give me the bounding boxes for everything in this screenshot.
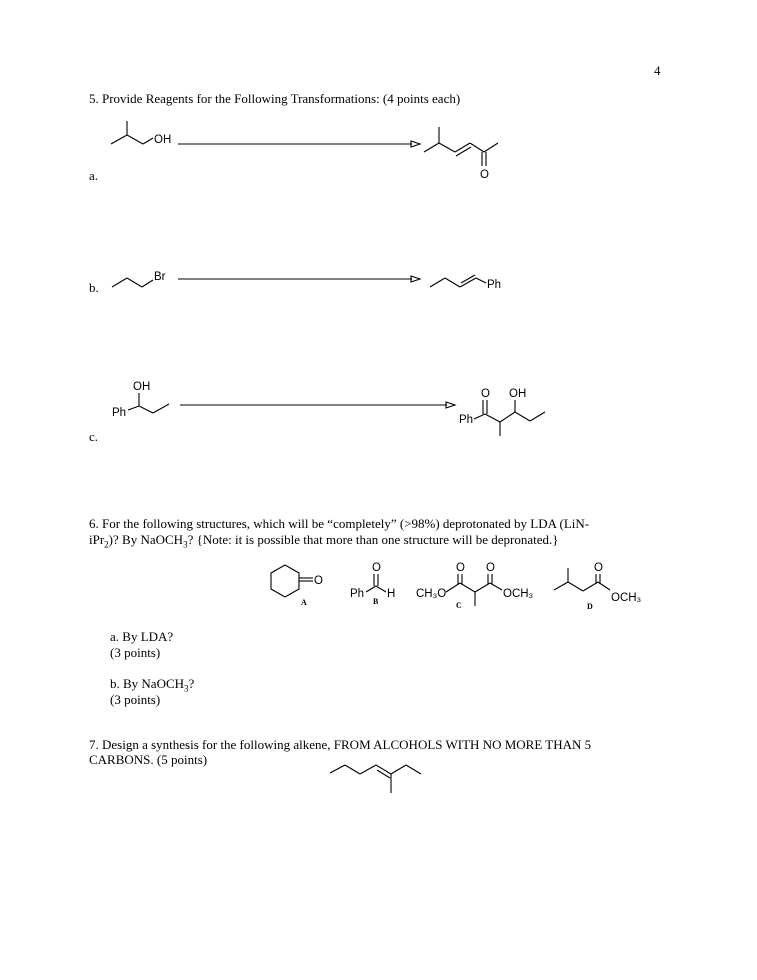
question-5c-label: c. — [89, 429, 99, 444]
compound-label-D: D — [587, 602, 593, 611]
carbonyl-oxygen-label: O — [456, 562, 465, 574]
carbonyl-oxygen-label: O — [486, 562, 495, 574]
hydroxyl-label: OH — [509, 388, 527, 400]
question-7-line1: 7. Design a synthesis for the following alkene, FROM ALCOHOLS WITH NO MORE THAN 5 — [89, 737, 592, 752]
phenyl-label: Ph — [487, 279, 502, 291]
structure-6B-aldehyde — [350, 562, 395, 606]
page-number: 4 — [654, 63, 661, 78]
methoxy-label-left: CH₃O — [416, 588, 447, 600]
structure-5b-product — [430, 275, 501, 291]
reaction-arrow-5c — [180, 402, 455, 408]
methoxy-label-right: OCH₃ — [503, 588, 534, 600]
question-6b-line1: b. By NaOCH$_3$? — [110, 676, 195, 694]
structure-5a-product — [424, 127, 498, 181]
carbonyl-oxygen-label: O — [314, 575, 323, 587]
question-5b-label: b. — [89, 280, 99, 295]
question-6a-points: (3 points) — [110, 645, 161, 660]
hydroxyl-label: OH — [133, 381, 151, 393]
structure-6D-ester — [554, 562, 642, 611]
question-6-line1: 6. For the following structures, which will be “completely” (>98%) deprotonated by LDA (LiN- — [89, 516, 590, 531]
compound-label-A: A — [301, 598, 307, 607]
structure-7-alkene — [330, 765, 421, 793]
methoxy-label: OCH₃ — [611, 592, 642, 604]
structure-6C-diester — [416, 562, 534, 610]
phenyl-label: Ph — [350, 588, 365, 600]
question-6b-points: (3 points) — [110, 692, 161, 707]
structure-6A-cyclohexanone — [271, 565, 323, 607]
phenyl-label: Ph — [112, 407, 127, 419]
structure-5a-reactant — [111, 121, 171, 146]
hydroxyl-label: OH — [154, 134, 172, 146]
phenyl-label: Ph — [459, 414, 474, 426]
carbonyl-oxygen-label: O — [480, 169, 489, 181]
structure-5c-reactant — [112, 381, 169, 419]
carbonyl-oxygen-label: O — [481, 388, 490, 400]
question-6-line2: iPr$_2$)? By NaOCH$_3$? {Note: it is possible that more than one structure will be depronated.} — [89, 532, 559, 550]
bromine-label: Br — [154, 271, 166, 283]
structure-5b-reactant — [112, 271, 166, 287]
structure-5c-product — [459, 388, 545, 436]
reaction-arrow-5b — [178, 276, 420, 282]
compound-label-B: B — [373, 597, 379, 606]
compound-label-C: C — [456, 601, 462, 610]
question-5-title: 5. Provide Reagents for the Following Transformations: (4 points each) — [89, 91, 461, 106]
carbonyl-oxygen-label: O — [594, 562, 603, 574]
carbonyl-oxygen-label: O — [372, 562, 381, 574]
question-6a-line1: a. By LDA? — [110, 629, 174, 644]
aldehyde-hydrogen-label: H — [387, 588, 396, 600]
question-5a-label: a. — [89, 168, 99, 183]
reaction-arrow-5a — [178, 141, 420, 147]
question-7-line2: CARBONS. (5 points) — [89, 752, 208, 767]
